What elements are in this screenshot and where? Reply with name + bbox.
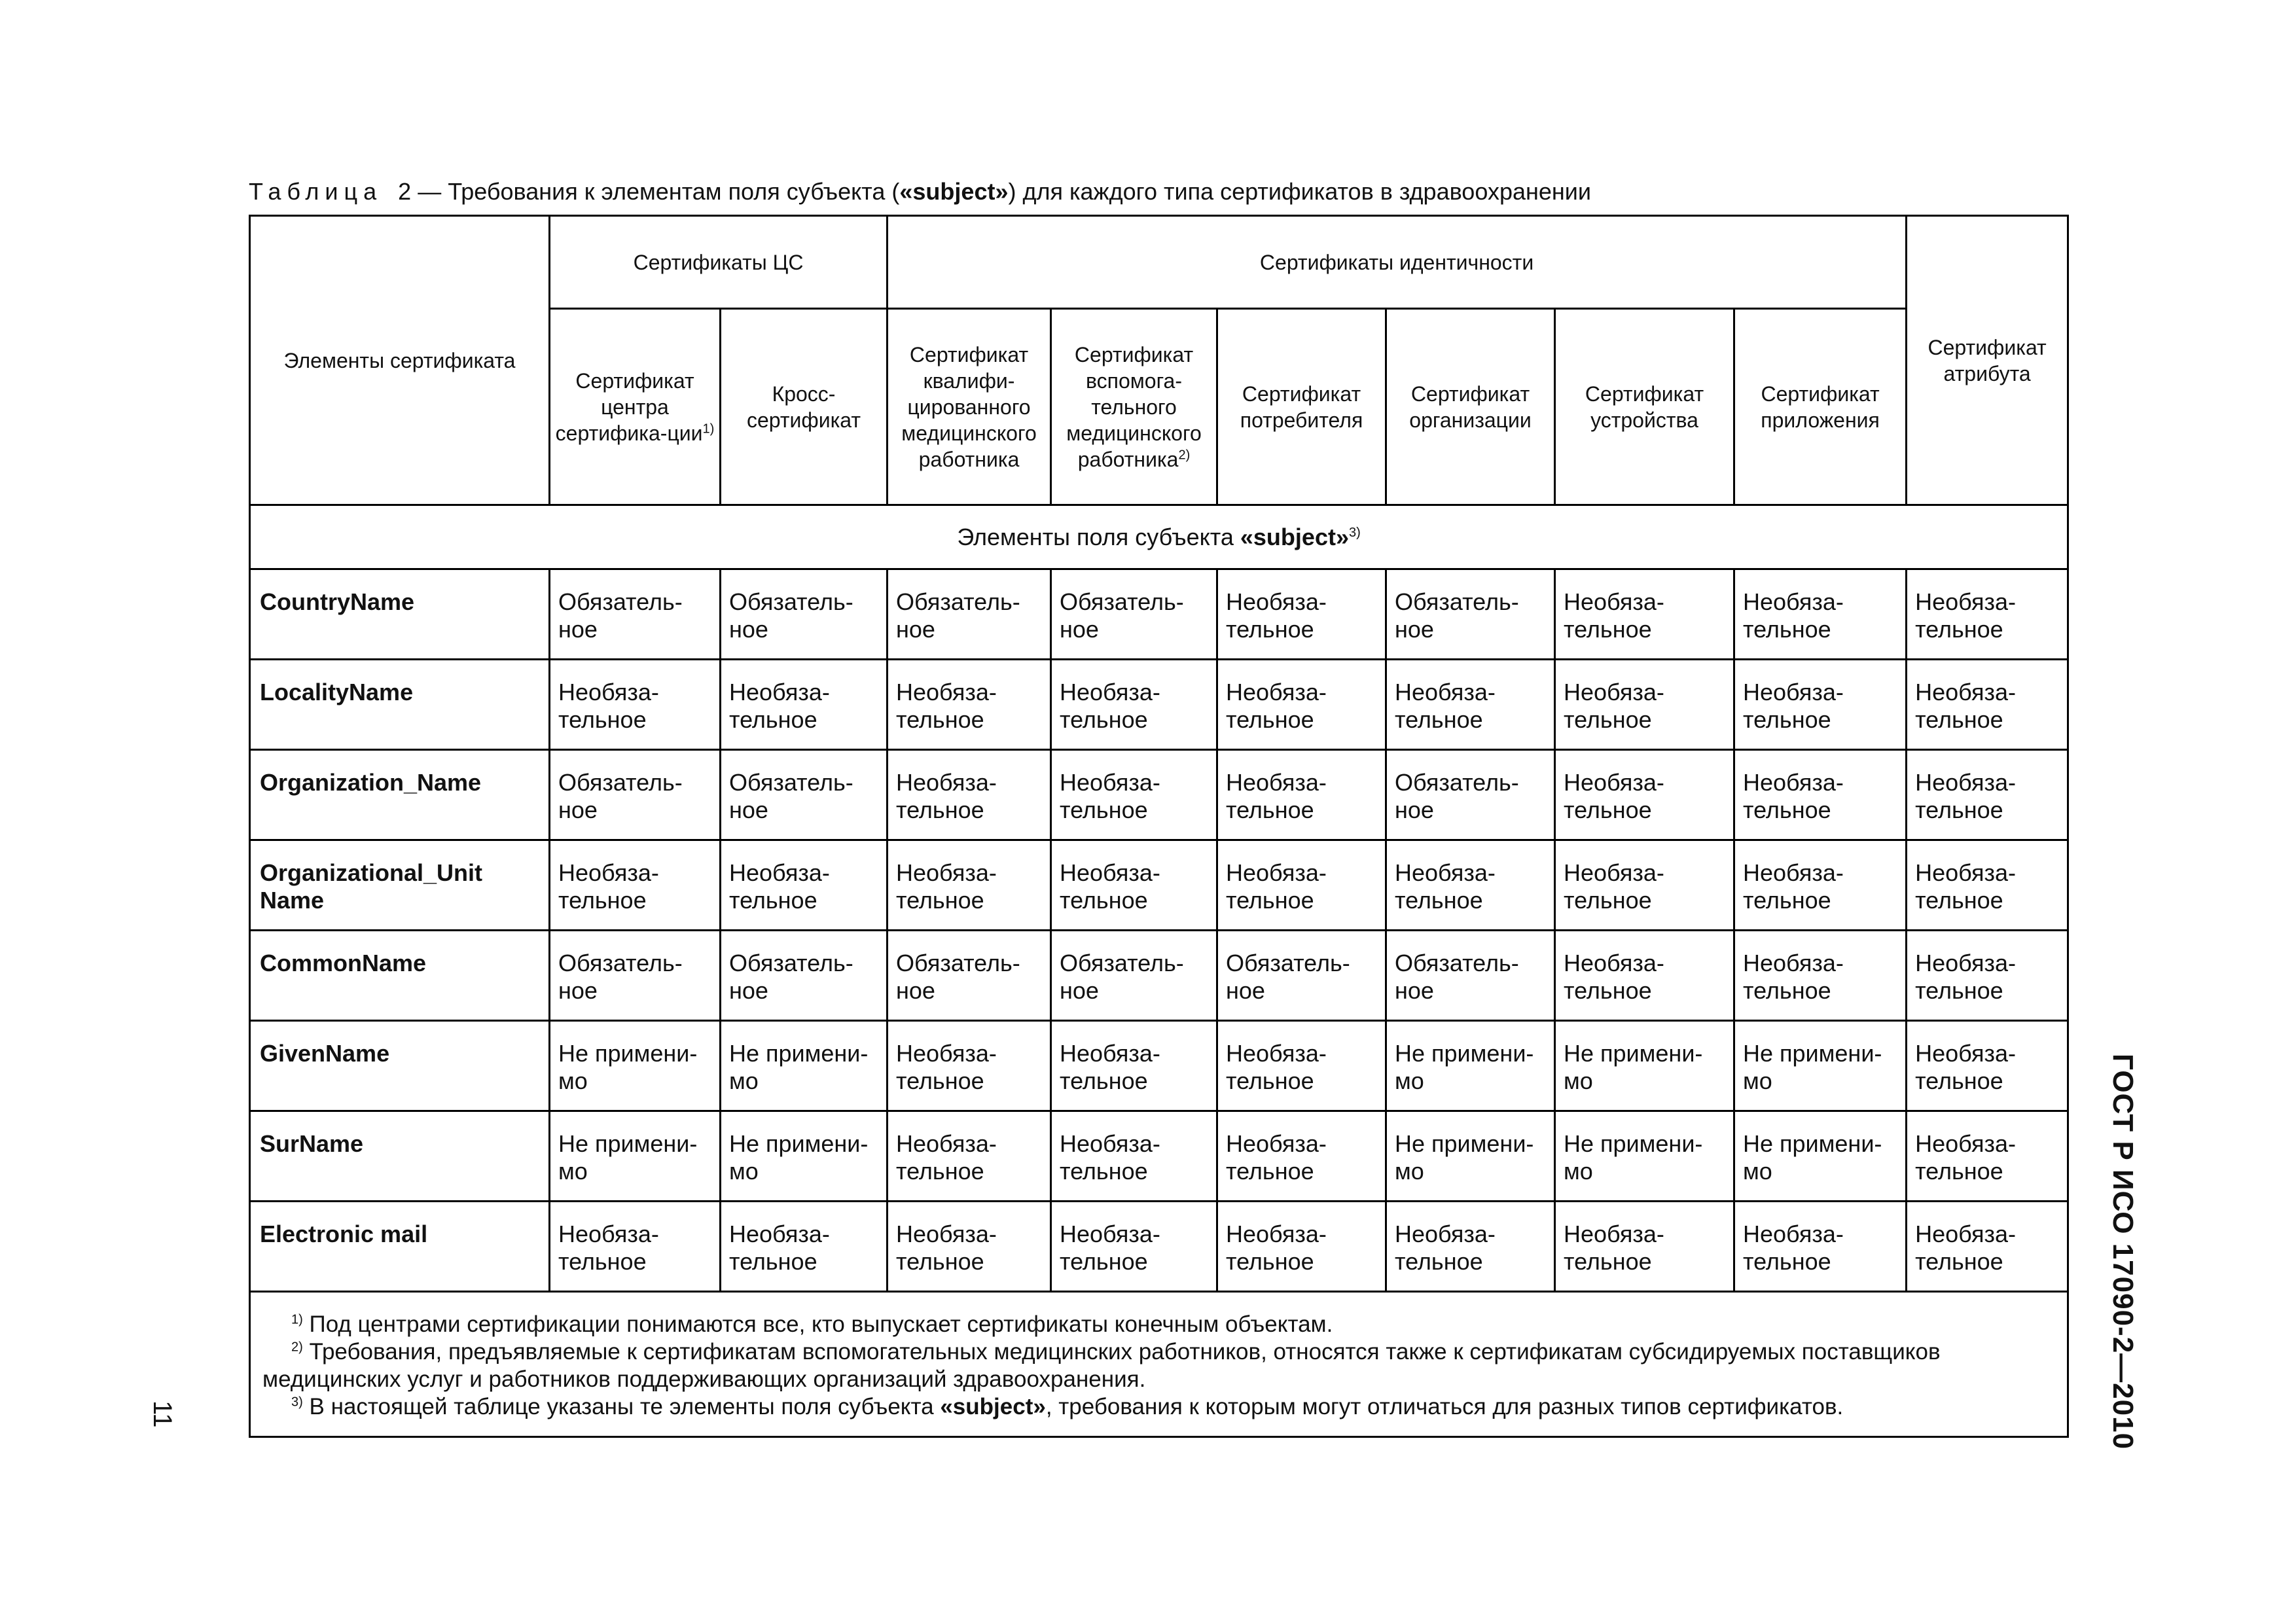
table-cell: Необяза-тельное bbox=[888, 840, 1051, 931]
table-cell: Необяза-тельное bbox=[888, 660, 1051, 750]
table-cell: Необяза-тельное bbox=[1734, 660, 1907, 750]
table-cell: Обязатель-ное bbox=[550, 750, 721, 840]
table-row bbox=[250, 931, 2068, 1021]
table-row bbox=[250, 1111, 2068, 1202]
table-cell: Необяза-тельное bbox=[1386, 1202, 1555, 1292]
table-row bbox=[250, 1202, 2068, 1292]
row-label: CommonName bbox=[250, 931, 550, 1021]
table-cell: Не примени-мо bbox=[550, 1021, 721, 1111]
table-cell: Необяза-тельное bbox=[1907, 750, 2068, 840]
caption-text-after: ) для каждого типа сертификатов в здравоохранении bbox=[1008, 178, 1591, 205]
table-cell: Не примени-мо bbox=[1386, 1021, 1555, 1111]
table-cell: Необяза-тельное bbox=[550, 840, 721, 931]
row-label: Organization_Name bbox=[250, 750, 550, 840]
table-cell: Необяза-тельное bbox=[1555, 1202, 1734, 1292]
header-group-ca: Сертификаты ЦС bbox=[550, 216, 888, 309]
footnotes bbox=[250, 1292, 2068, 1437]
header-organization: Сертификат организации bbox=[1386, 309, 1555, 505]
table-cell: Необяза-тельное bbox=[1051, 750, 1217, 840]
footnote-ref-2: 2) bbox=[1178, 447, 1191, 462]
section-keyword: «subject» bbox=[1240, 523, 1349, 550]
row-label: CountryName bbox=[250, 569, 550, 660]
table-cell: Необяза-тельное bbox=[1555, 840, 1734, 931]
table-cell: Обязатель-ное bbox=[1386, 750, 1555, 840]
table-cell: Необяза-тельное bbox=[888, 1202, 1051, 1292]
caption-number: 2 — bbox=[398, 178, 442, 205]
table-cell: Необяза-тельное bbox=[1555, 931, 1734, 1021]
table-cell: Необяза-тельное bbox=[1051, 1202, 1217, 1292]
page-number: 11 bbox=[148, 1400, 177, 1428]
row-label: Electronic mail bbox=[250, 1202, 550, 1292]
table-cell: Необяза-тельное bbox=[888, 1021, 1051, 1111]
table-cell: Необяза-тельное bbox=[1734, 931, 1907, 1021]
table-row bbox=[250, 750, 2068, 840]
header-auxiliary bbox=[1051, 309, 1217, 505]
row-label: GivenName bbox=[250, 1021, 550, 1111]
row-label: Organizational_Unit Name bbox=[250, 840, 550, 931]
footnote-ref-3: 3) bbox=[1348, 525, 1361, 540]
header-device: Сертификат устройства bbox=[1555, 309, 1734, 505]
table-row bbox=[250, 660, 2068, 750]
table-cell: Необяза-тельное bbox=[888, 750, 1051, 840]
header-group-identity: Сертификаты идентичности bbox=[888, 216, 1907, 309]
header-qualified: Сертификат квалифи-цированного медицинского работника bbox=[888, 309, 1051, 505]
footnote-2: $^{2)}$ Требования, предъявляемые к сертификатам вспомогательных медицинских работников, относятся также к сертификатам субсидируемых поставщиков медицинских услуг и работников поддерживающих организаций здравоохранения. bbox=[262, 1339, 1941, 1392]
footnote-ref-1: 1) bbox=[702, 421, 715, 436]
table-cell: Не примени-мо bbox=[1734, 1111, 1907, 1202]
table-cell: Необяза-тельное bbox=[1051, 1021, 1217, 1111]
table-caption bbox=[249, 178, 1591, 205]
table-cell: Необяза-тельное bbox=[1907, 660, 2068, 750]
table-cell: Не примени-мо bbox=[1555, 1021, 1734, 1111]
caption-text-before: Требования к элементам поля субъекта ( bbox=[448, 178, 900, 205]
table-cell: Необяза-тельное bbox=[1217, 1111, 1386, 1202]
table-cell: Необяза-тельное bbox=[1386, 840, 1555, 931]
table-cell: Не примени-мо bbox=[1734, 1021, 1907, 1111]
table-cell: Необяза-тельное bbox=[1907, 1111, 2068, 1202]
table-cell: Обязатель-ное bbox=[550, 569, 721, 660]
table-cell: Обязатель-ное bbox=[721, 931, 888, 1021]
table-cell: Обязатель-ное bbox=[550, 931, 721, 1021]
caption-label: Таблица bbox=[249, 178, 383, 205]
header-ca-center bbox=[550, 309, 721, 505]
table-cell: Необяза-тельное bbox=[888, 1111, 1051, 1202]
footnote-1: $^{1)}$ Под центрами сертификации понимаются все, кто выпускает сертификаты конечным объектам. bbox=[291, 1311, 1333, 1337]
requirements-table bbox=[249, 215, 2069, 1438]
table-cell: Необяза-тельное bbox=[721, 1202, 888, 1292]
section-text: Элементы поля субъекта bbox=[957, 523, 1240, 550]
table-cell: Необяза-тельное bbox=[721, 660, 888, 750]
table-cell: Необяза-тельное bbox=[1555, 569, 1734, 660]
table-body bbox=[250, 569, 2068, 1292]
table-cell: Необяза-тельное bbox=[721, 840, 888, 931]
table-cell: Не примени-мо bbox=[550, 1111, 721, 1202]
table-cell: Необяза-тельное bbox=[1051, 1111, 1217, 1202]
table-cell: Обязатель-ное bbox=[1217, 931, 1386, 1021]
table-cell: Необяза-тельное bbox=[1217, 840, 1386, 931]
header-attribute: Сертификат атрибута bbox=[1907, 216, 2068, 505]
table-cell: Необяза-тельное bbox=[1217, 750, 1386, 840]
table-cell: Не примени-мо bbox=[1555, 1111, 1734, 1202]
table-row bbox=[250, 840, 2068, 931]
table-cell: Необяза-тельное bbox=[1555, 660, 1734, 750]
table-cell: Необяза-тельное bbox=[1907, 569, 2068, 660]
header-auxiliary-text: Сертификат вспомога-тельного медицинского работника bbox=[1066, 342, 1202, 471]
table-cell: Обязатель-ное bbox=[888, 569, 1051, 660]
table-cell: Необяза-тельное bbox=[1907, 931, 2068, 1021]
header-consumer: Сертификат потребителя bbox=[1217, 309, 1386, 505]
table-cell: Необяза-тельное bbox=[1734, 840, 1907, 931]
table-cell: Обязатель-ное bbox=[1386, 931, 1555, 1021]
table-cell: Необяза-тельное bbox=[1217, 1021, 1386, 1111]
section-row bbox=[250, 505, 2068, 569]
table-cell: Обязатель-ное bbox=[888, 931, 1051, 1021]
table-cell: Обязатель-ное bbox=[1386, 569, 1555, 660]
table-cell: Необяза-тельное bbox=[1051, 660, 1217, 750]
header-elements: Элементы сертификата bbox=[250, 216, 550, 505]
table-cell: Необяза-тельное bbox=[1734, 569, 1907, 660]
table-cell: Необяза-тельное bbox=[1051, 840, 1217, 931]
table-cell: Необяза-тельное bbox=[1386, 660, 1555, 750]
table-cell: Необяза-тельное bbox=[550, 1202, 721, 1292]
header-ca-center-text: Сертификат центра сертифика-ции bbox=[555, 368, 703, 445]
table-cell: Необяза-тельное bbox=[1734, 1202, 1907, 1292]
table-cell: Необяза-тельное bbox=[550, 660, 721, 750]
document-code: ГОСТ Р ИСО 17090-2—2010 bbox=[2107, 1054, 2139, 1450]
table-cell: Необяза-тельное bbox=[1907, 1021, 2068, 1111]
table-cell: Необяза-тельное bbox=[1217, 660, 1386, 750]
caption-keyword: «subject» bbox=[899, 178, 1009, 205]
footnote-3: $^{3)}$ В настоящей таблице указаны те элементы поля субъекта «subject», требования к которым могут отличаться для разных типов сертификатов. bbox=[291, 1394, 1844, 1419]
table-cell: Не примени-мо bbox=[721, 1111, 888, 1202]
table-cell: Не примени-мо bbox=[721, 1021, 888, 1111]
table-cell: Не примени-мо bbox=[1386, 1111, 1555, 1202]
table-cell: Необяза-тельное bbox=[1907, 840, 2068, 931]
table-cell: Обязатель-ное bbox=[1051, 931, 1217, 1021]
table-cell: Необяза-тельное bbox=[1734, 750, 1907, 840]
table-cell: Обязатель-ное bbox=[721, 750, 888, 840]
header-cross: Кросс-сертификат bbox=[721, 309, 888, 505]
table-cell: Обязатель-ное bbox=[721, 569, 888, 660]
table-row bbox=[250, 569, 2068, 660]
table-row bbox=[250, 1021, 2068, 1111]
table-cell: Обязатель-ное bbox=[1051, 569, 1217, 660]
table-cell: Необяза-тельное bbox=[1217, 1202, 1386, 1292]
row-label: LocalityName bbox=[250, 660, 550, 750]
header-application: Сертификат приложения bbox=[1734, 309, 1907, 505]
row-label: SurName bbox=[250, 1111, 550, 1202]
table-cell: Необяза-тельное bbox=[1555, 750, 1734, 840]
table-cell: Необяза-тельное bbox=[1907, 1202, 2068, 1292]
table-cell: Необяза-тельное bbox=[1217, 569, 1386, 660]
